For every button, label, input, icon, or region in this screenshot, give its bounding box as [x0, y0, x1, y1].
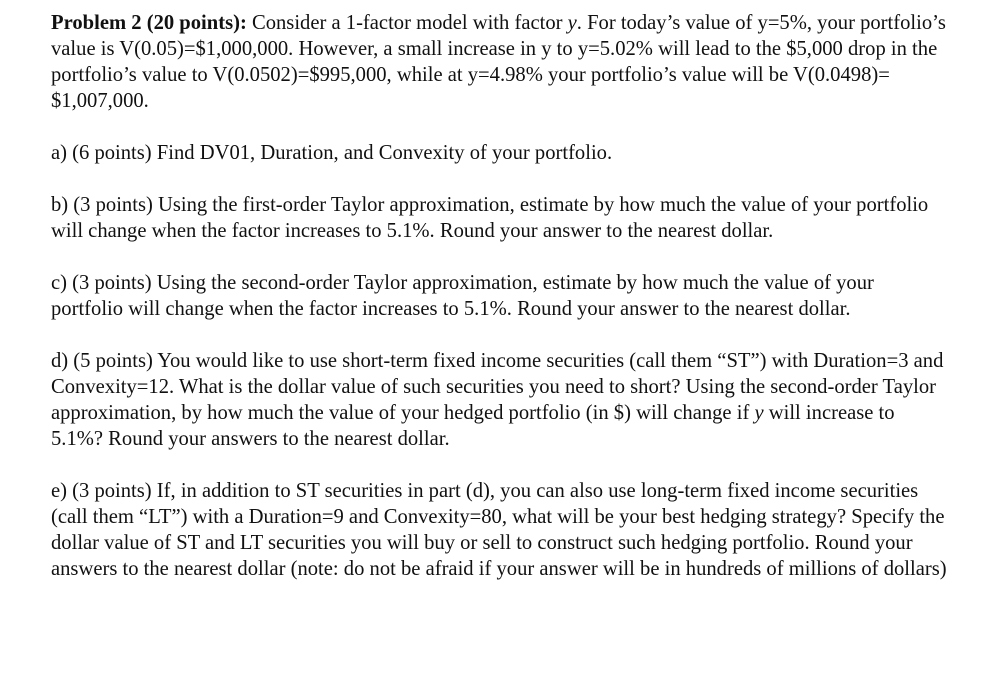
part-d-text-2: will increase to 5.1%? Round your answers to the nearest dollar.: [51, 402, 895, 450]
intro-text-1: Consider a 1-factor model with factor: [246, 12, 568, 34]
problem-intro: [51, 10, 951, 114]
part-b: b) (3 points) Using the first-order Taylor approximation, estimate by how much the value of your portfolio will change when the factor increases to 5.1%. Round your answer to the nearest dollar.: [51, 194, 929, 242]
part-d-text-1: d) (5 points) You would like to use short-term fixed income securities (call them “ST”) with Duration=3 and Convexity=12. What is the dollar value of such securities you need to short? Using the second-order Taylor approximation, by how much the value of your hedged portfolio (in $) will change if: [51, 350, 944, 424]
part-c: c) (3 points) Using the second-order Taylor approximation, estimate by how much the value of your portfolio will change when the factor increases to 5.1%. Round your answer to the nearest dollar.: [51, 272, 874, 320]
factor-variable: y: [567, 12, 577, 34]
problem-heading: Problem 2 (20 points):: [51, 12, 247, 34]
part-e: e) (3 points) If, in addition to ST securities in part (d), you can also use long-term fixed income securities (call them “LT”) with a Duration=9 and Convexity=80, what will be your best hedging strategy? Specify the dollar value of ST and LT securities you will buy or sell to construct such hedging portfolio. Round your answers to the nearest dollar (note: do not be afraid if your answer will be in hundreds of millions of dollars): [51, 480, 947, 580]
problem-document: [51, 10, 951, 608]
part-d: [51, 348, 951, 452]
part-a: a) (6 points) Find DV01, Duration, and Convexity of your portfolio.: [51, 142, 613, 164]
intro-text-2: . For today’s value of y=5%, your portfolio’s value is V(0.05)=$1,000,000. However, a small increase in y to y=5.02% will lead to the $5,000 drop in the portfolio’s value to V(0.0502)=$995,000, while at y=4.98% your portfolio’s value will be V(0.0498)= $1,007,000.: [51, 12, 946, 112]
part-d-variable: y: [754, 402, 764, 424]
